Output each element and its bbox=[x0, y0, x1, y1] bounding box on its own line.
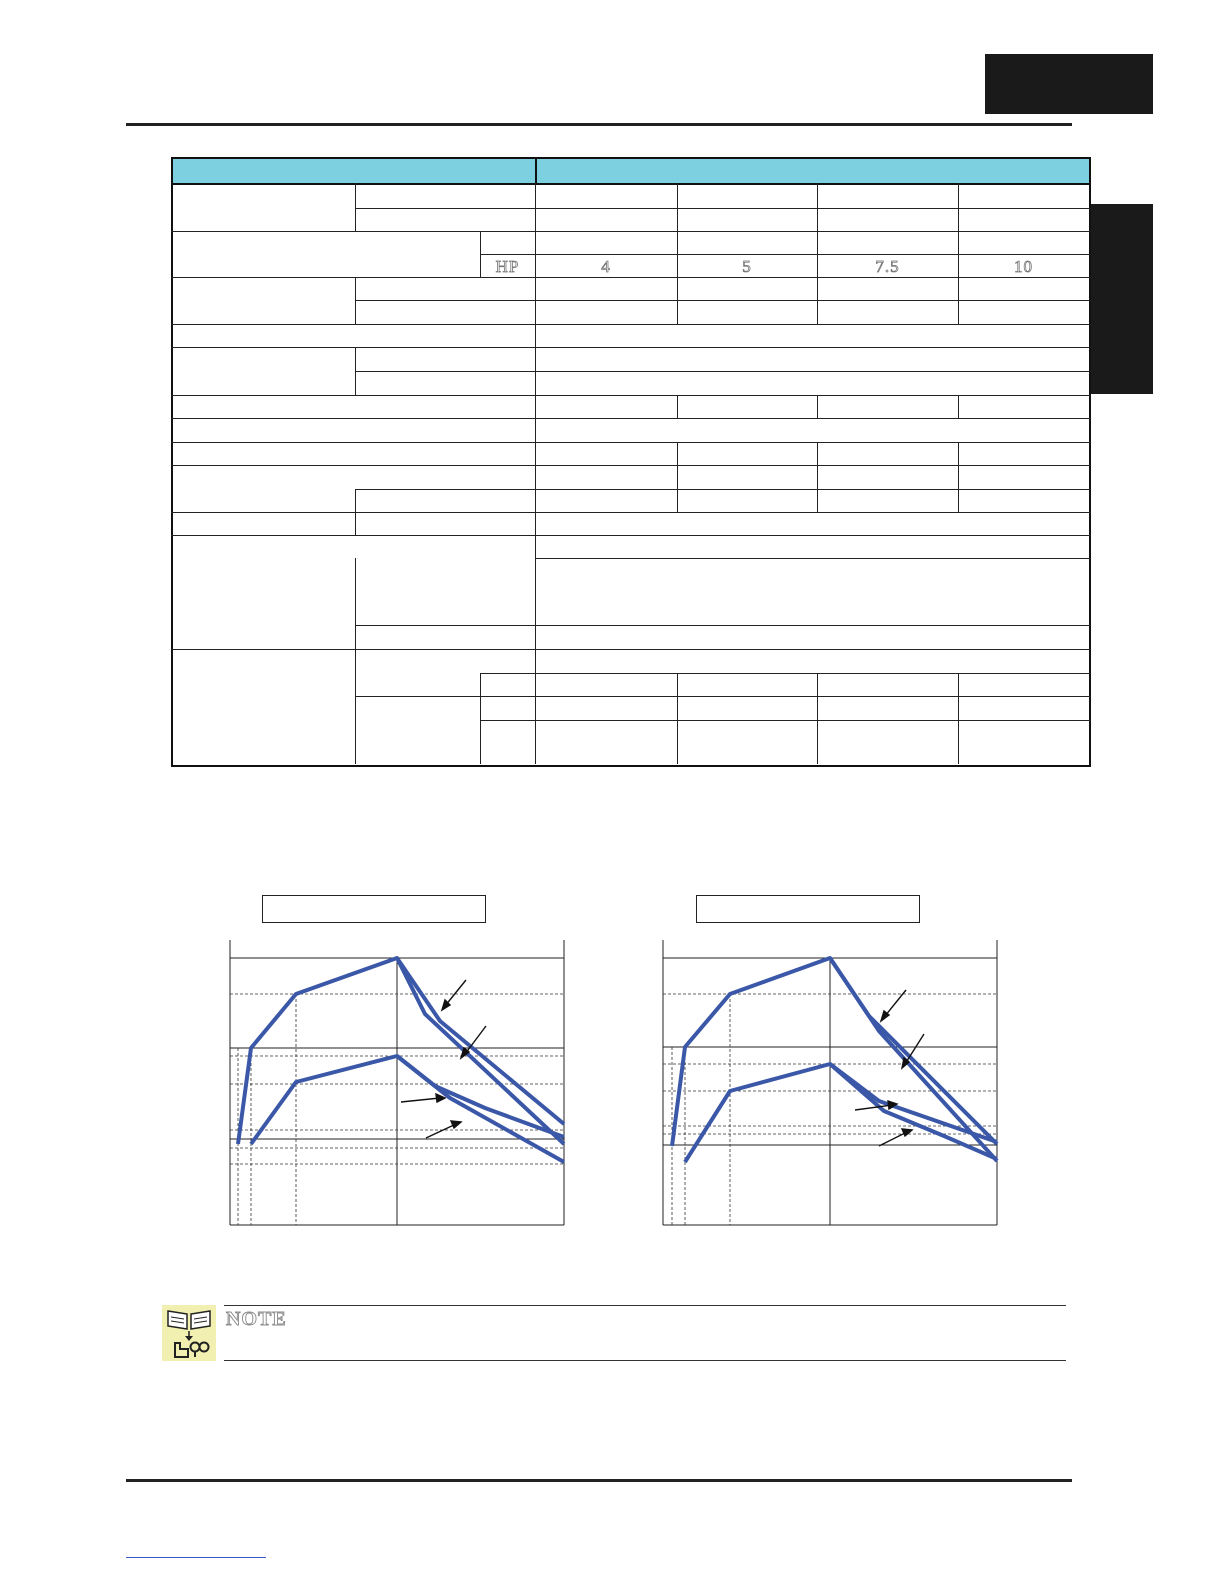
left-torque-chart bbox=[220, 936, 572, 1230]
col-line bbox=[958, 183, 959, 324]
row-line bbox=[171, 347, 1091, 348]
col-line bbox=[355, 277, 356, 324]
col-line bbox=[958, 673, 959, 764]
hp-value-2: 5 bbox=[742, 257, 752, 276]
header-divider bbox=[535, 159, 537, 183]
row-line bbox=[171, 512, 1091, 513]
row-line bbox=[171, 442, 1091, 443]
col-line bbox=[817, 442, 818, 512]
arrow-4 bbox=[426, 1124, 456, 1138]
row-line bbox=[480, 720, 1091, 721]
row-line bbox=[355, 208, 1091, 209]
right-chart-legend-box bbox=[696, 895, 920, 923]
row-line bbox=[171, 535, 1091, 536]
col-line bbox=[817, 673, 818, 764]
header-rule bbox=[126, 123, 1072, 126]
row-line bbox=[355, 696, 1091, 697]
col-line bbox=[355, 489, 356, 535]
arrowhead-4 bbox=[451, 1121, 461, 1128]
row-line bbox=[171, 395, 1091, 396]
row-line bbox=[171, 231, 1091, 232]
row-line bbox=[355, 489, 1091, 490]
spec-table bbox=[171, 157, 1091, 767]
col-line bbox=[677, 673, 678, 764]
col-line bbox=[817, 183, 818, 324]
curve-upper-a bbox=[672, 958, 997, 1161]
left-chart-legend-box bbox=[262, 895, 486, 923]
arrow-3 bbox=[401, 1098, 440, 1102]
note-top-rule bbox=[224, 1305, 1066, 1306]
row-line bbox=[171, 649, 1091, 650]
chapter-tab bbox=[985, 54, 1153, 114]
row-line bbox=[535, 558, 1091, 559]
hp-value-4: 10 bbox=[1014, 257, 1033, 276]
arrow-1 bbox=[445, 980, 466, 1006]
hp-value-3: 7.5 bbox=[875, 257, 900, 276]
row-line bbox=[355, 371, 1091, 372]
row-line bbox=[171, 418, 1091, 419]
footer-link-underline[interactable] bbox=[126, 1557, 266, 1558]
right-torque-chart bbox=[654, 936, 1006, 1230]
col-line bbox=[958, 442, 959, 512]
curve-lower-a bbox=[251, 1056, 564, 1162]
col-line bbox=[677, 183, 678, 324]
row-line bbox=[171, 183, 1091, 185]
footer-rule bbox=[126, 1479, 1072, 1482]
note-bottom-rule bbox=[224, 1360, 1066, 1361]
col-line bbox=[355, 558, 356, 764]
col-line bbox=[677, 442, 678, 512]
table-border bbox=[171, 157, 1091, 767]
side-index-tab bbox=[1091, 204, 1153, 394]
book-note-icon bbox=[162, 1305, 216, 1361]
row-line bbox=[480, 673, 1091, 674]
hp-value-1: 4 bbox=[601, 257, 611, 276]
row-line bbox=[355, 625, 1091, 626]
col-line bbox=[677, 395, 678, 418]
row-line bbox=[171, 465, 1091, 466]
arrowhead-4 bbox=[902, 1129, 912, 1136]
col-line bbox=[958, 395, 959, 418]
curve-lower-a bbox=[685, 1064, 997, 1162]
note-label: NOTE bbox=[226, 1308, 287, 1330]
curve-upper-a bbox=[238, 958, 564, 1144]
col-line bbox=[480, 673, 481, 764]
col-line bbox=[355, 347, 356, 395]
col-line bbox=[355, 183, 356, 231]
row-line bbox=[171, 324, 1091, 325]
col-line bbox=[817, 395, 818, 418]
arrow-3 bbox=[855, 1105, 892, 1110]
row-line bbox=[355, 300, 1091, 301]
hp-unit-label: HP bbox=[495, 257, 520, 276]
